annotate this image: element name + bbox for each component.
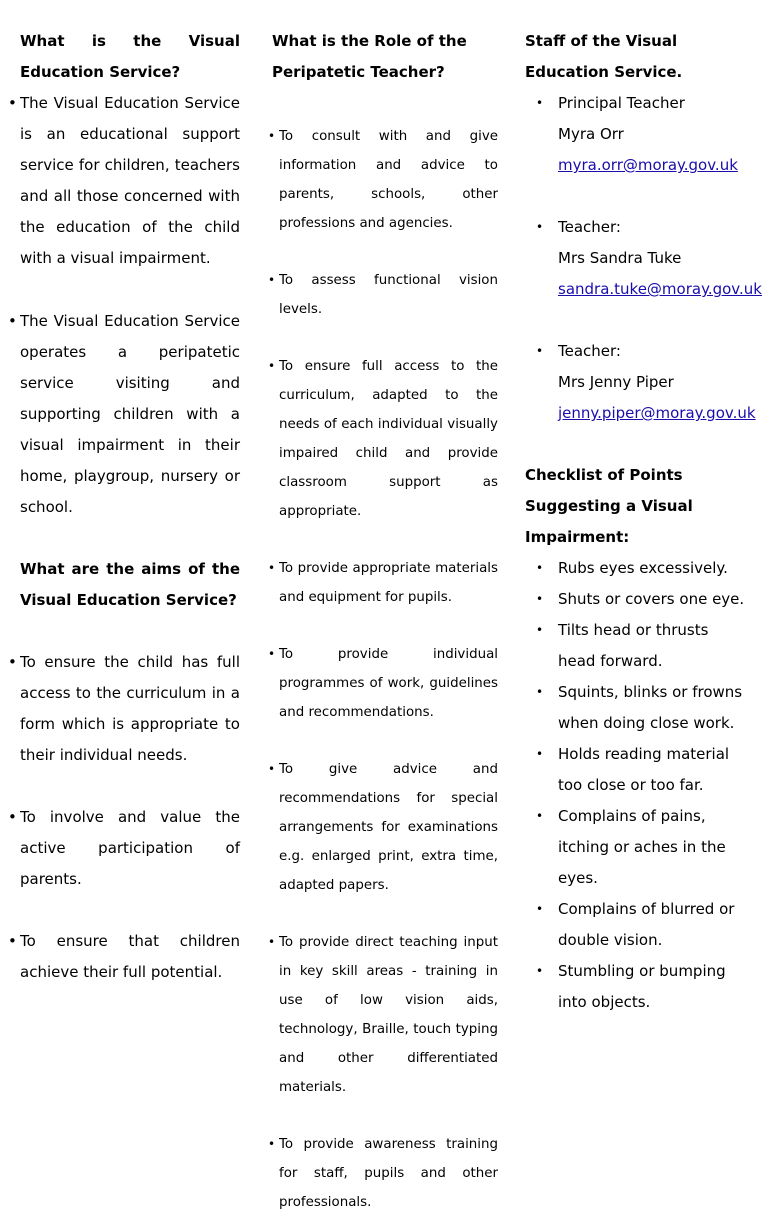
heading-checklist: Checklist of Points Suggesting a Visual Impairment: [525,466,693,546]
bullet-icon: • [536,344,544,358]
bullet-icon: • [536,685,544,699]
role-item [268,1130,498,1217]
staff-role: Teacher: [558,218,621,236]
staff-name: Mrs Sandra Tuke [558,249,682,267]
bullet-icon: • [536,592,544,606]
about-paragraph-2 [8,306,240,523]
heading-aims: What are the aims of the Visual Education Service? [20,560,240,609]
role-item [268,266,498,324]
bullet-icon: • [8,932,17,950]
column-peripatetic-role [268,26,498,1217]
checklist-item [525,801,750,894]
bullet-icon: • [8,312,17,330]
checklist-item-text: Tilts head or thrusts head forward. [558,621,709,670]
aim-item-text: To ensure that children achieve their full potential. [20,932,240,981]
checklist-item-text: Shuts or covers one eye. [558,590,745,608]
bullet-icon: • [536,747,544,761]
checklist-item [525,615,750,677]
staff-role: Teacher: [558,342,621,360]
column-staff-checklist [525,26,762,1018]
heading-peripatetic-role: What is the Role of the Peripatetic Teacher? [272,32,467,81]
role-item [268,640,498,727]
checklist-item-text: Squints, blinks or frowns when doing close work. [558,683,743,732]
role-item [268,122,498,238]
bullet-icon: • [268,359,276,373]
about-paragraph-1 [8,88,240,274]
checklist-item [525,553,750,584]
bullet-icon: • [536,561,544,575]
bullet-icon: • [8,808,17,826]
bullet-icon: • [8,653,17,671]
bullet-icon: • [268,647,276,661]
bullet-icon: • [536,902,544,916]
role-item-text: To provide individual programmes of work, guidelines and recommendations. [279,647,498,720]
staff-member [525,336,756,429]
checklist-item [525,956,750,1018]
bullet-icon: • [268,561,276,575]
staff-member [525,88,750,181]
role-item [268,755,498,900]
checklist-item-text: Holds reading material too close or too far. [558,745,730,794]
column-about-service [8,26,240,988]
checklist-item [525,739,750,801]
aim-item [8,647,240,771]
role-item-text: To provide direct teaching input in key skill areas - training in use of low vision aids, technology, Braille, touch typing and other differentiated materials. [279,935,498,1095]
aim-item-text: To ensure the child has full access to the curriculum in a form which is appropriate to their individual needs. [20,653,240,764]
bullet-icon: • [268,129,276,143]
bullet-icon: • [536,809,544,823]
aim-item [8,802,240,895]
bullet-icon: • [268,762,276,776]
staff-role: Principal Teacher [558,94,685,112]
staff-email-link[interactable]: jenny.piper@moray.gov.uk [558,404,756,422]
about-paragraph-1-text: The Visual Education Service is an educational support service for children, teachers and all those concerned with the education of the child with a visual impairment. [20,94,240,267]
bullet-icon: • [8,94,17,112]
bullet-icon: • [268,1137,276,1151]
role-item-text: To provide appropriate materials and equipment for pupils. [279,561,498,605]
staff-name: Myra Orr [558,125,624,143]
bullet-icon: • [536,220,544,234]
role-item-text: To give advice and recommendations for special arrangements for examinations e.g. enlarged print, extra time, adapted papers. [279,762,498,893]
role-item [268,554,498,612]
checklist-item-text: Rubs eyes excessively. [558,559,728,577]
staff-name: Mrs Jenny Piper [558,373,674,391]
staff-email-link[interactable]: myra.orr@moray.gov.uk [558,156,738,174]
heading-staff: Staff of the Visual Education Service. [525,32,683,81]
about-paragraph-2-text: The Visual Education Service operates a peripatetic service visiting and supporting children with a visual impairment in their home, playgroup, nursery or school. [20,312,240,516]
role-item-text: To consult with and give information and advice to parents, schools, other professions and agencies. [279,129,498,231]
staff-member [525,212,762,305]
bullet-icon: • [536,623,544,637]
bullet-icon: • [268,935,276,949]
heading-what-is-service: What is the Visual Education Service? [20,32,240,81]
checklist-item-text: Complains of blurred or double vision. [558,900,735,949]
checklist-item [525,584,750,615]
bullet-icon: • [536,96,544,110]
checklist-item-text: Stumbling or bumping into objects. [558,962,726,1011]
role-item-text: To provide awareness training for staff, pupils and other professionals. [279,1137,498,1210]
bullet-icon: • [536,964,544,978]
role-item [268,352,498,526]
checklist [525,553,750,1018]
staff-email-link[interactable]: sandra.tuke@moray.gov.uk [558,280,762,298]
aim-item [8,926,240,988]
role-item [268,928,498,1102]
aim-item-text: To involve and value the active participation of parents. [20,808,240,888]
checklist-item-text: Complains of pains, itching or aches in the eyes. [558,807,726,887]
checklist-item [525,894,750,956]
role-item-text: To ensure full access to the curriculum, adapted to the needs of each individual visually impaired child and provide classroom support as appropriate. [279,359,498,519]
role-item-text: To assess functional vision levels. [279,273,498,317]
checklist-item [525,677,750,739]
bullet-icon: • [268,273,276,287]
